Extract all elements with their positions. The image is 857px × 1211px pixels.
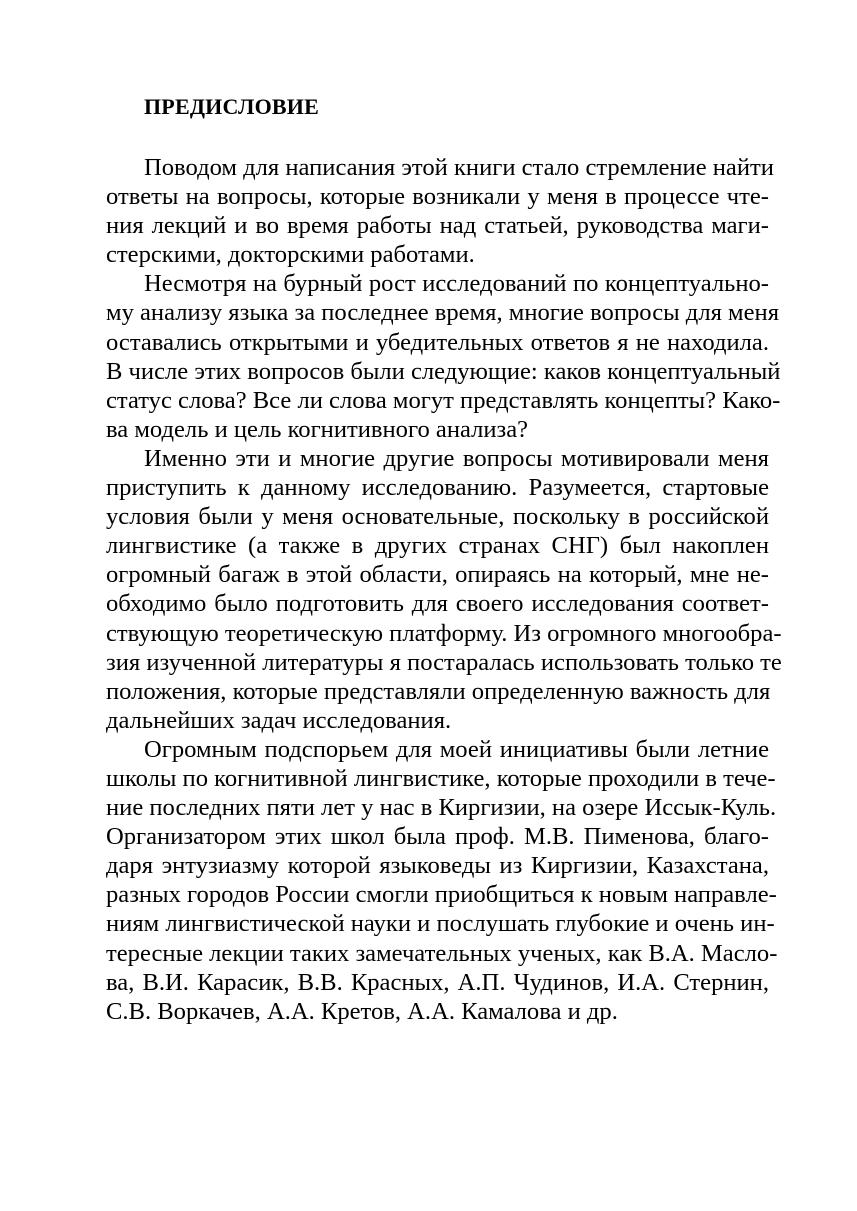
text-line: зия изученной литературы я постаралась использовать только те [106,648,782,676]
text-line: ние последних пяти лет у нас в Киргизии, на озере Иссык-Куль. [106,794,777,822]
text-line: разных городов России смогли приобщиться к новым направле- [106,881,777,909]
document-page [106,92,782,1026]
text-line: огромный багаж в этой области, опираясь на который, мне не- [106,561,769,589]
text-line: му анализу языка за последнее время, многие вопросы для меня [106,299,780,327]
text-line: ва модель и цель когнитивного анализа? [106,415,529,443]
text-line: положения, которые представляли определенную важность для [106,677,771,705]
text-line: школы по когнитивной лингвистике, которые проходили в тече- [106,764,776,792]
text-line: ствующую теоретическую платформу. Из огромного многообра- [106,619,782,647]
paragraph [106,269,781,444]
text-line: ниям лингвистической науки и послушать глубокие и очень ин- [106,910,775,938]
text-line: С.В. Воркачев, А.А. Кретов, А.А. Камалова и др. [106,997,618,1025]
text-line: В числе этих вопросов были следующие: каков концептуальный [106,357,781,385]
text-line: дальнейших задач исследования. [106,706,452,734]
text-line: ва, В.И. Карасик, В.В. Красных, А.П. Чудинов, И.А. Стернин, [106,968,769,996]
document-body [106,153,782,1026]
paragraph [106,153,774,269]
text-line: Организатором этих школ была проф. М.В. Пименова, благо- [106,823,769,851]
text-line: Именно эти и многие другие вопросы мотивировали меня [144,444,769,472]
text-line: статус слова? Все ли слова могут представлять концепты? Како- [106,386,781,414]
page-title: ПРЕДИСЛОВИЕ [144,94,319,119]
text-line: ния лекций и во время работы над статьей, руководства маги- [106,212,769,240]
text-line: лингвистике (а также в других странах СНГ) был накоплен [106,532,769,560]
text-line: Поводом для написания этой книги стало стремление найти [144,154,774,181]
text-line: Огромным подспорьем для моей инициативы были летние [144,735,769,763]
text-line: ответы на вопросы, которые возникали у меня в процессе чте- [106,183,769,211]
text-line: стерскими, докторскими работами. [106,241,475,269]
text-line: тересные лекции таких замечательных ученых, как В.А. Маслo- [106,939,778,967]
text-line: даря энтузиазму которой языковеды из Киргизии, Казахстана, [106,852,769,880]
text-line: приступить к данному исследованию. Разумеется, стартовые [106,474,769,502]
text-line: условия были у меня основательные, поскольку в российской [106,503,769,531]
text-line: Несмотря на бурный рост исследований по концептуально- [144,270,769,298]
paragraph [106,444,782,735]
text-line: обходимо было подготовить для своего исследования соответ- [106,590,769,618]
paragraph [106,735,778,1026]
text-line: оставались открытыми и убедительных ответов я не находила. [106,328,769,356]
